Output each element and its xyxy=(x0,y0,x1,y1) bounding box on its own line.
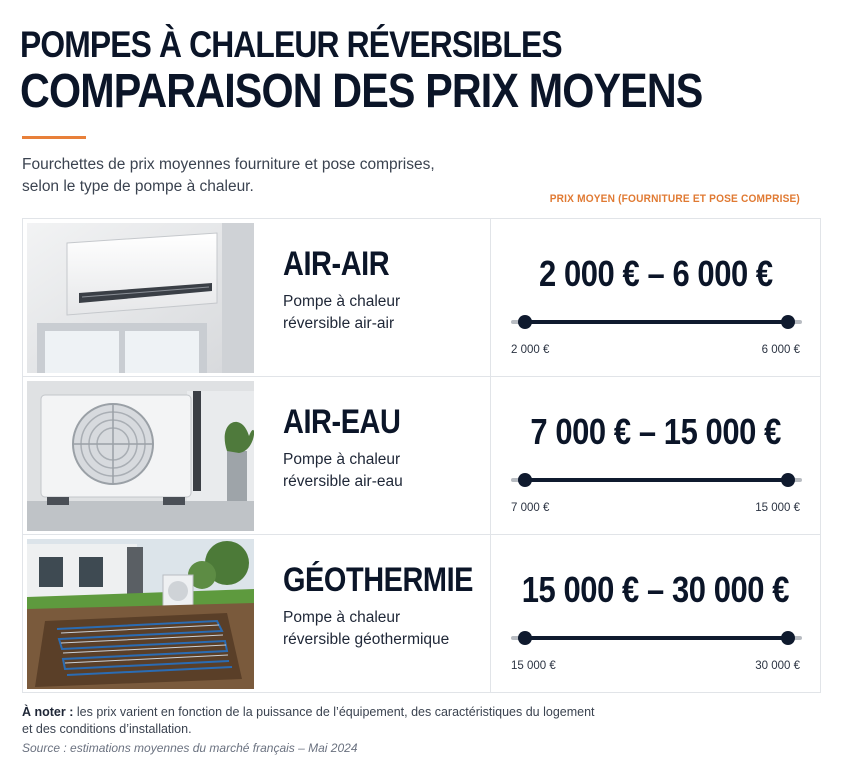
price-range-fill xyxy=(525,478,788,482)
price-range-track xyxy=(511,478,802,482)
price-range-text: 7 000 € – 15 000 € xyxy=(530,411,781,452)
max-price-marker xyxy=(781,631,795,645)
price-range xyxy=(491,253,820,295)
price-range-fill xyxy=(525,636,788,640)
price-cell-air-eau xyxy=(491,377,820,534)
type-description-line1: Pompe à chaleur xyxy=(283,293,401,310)
geothermal-ground-loop-photo xyxy=(27,539,254,689)
wall-mounted-air-conditioner-photo xyxy=(27,223,254,373)
max-price-label: 6 000 € xyxy=(761,344,800,356)
type-cell-air-eau xyxy=(255,377,491,534)
type-cell-geothermie xyxy=(255,535,491,693)
price-range-track xyxy=(511,636,802,640)
min-price-marker xyxy=(518,631,532,645)
price-column-header: PRIX MOYEN (FOURNITURE ET POSE COMPRISE) xyxy=(549,193,800,205)
source-citation: Source : estimations moyennes du marché français – Mai 2024 xyxy=(22,741,358,755)
type-name: AIR-EAU xyxy=(283,403,401,441)
type-name: AIR-AIR xyxy=(283,245,390,283)
footnote-text-line1: les prix varient en fonction de la puissance de l’équipement, des caractéristiques du logement xyxy=(73,705,595,719)
min-price-label: 7 000 € xyxy=(511,502,550,514)
table-row-geothermie xyxy=(23,535,820,693)
page-subtitle xyxy=(22,154,542,198)
table-row-air-eau xyxy=(23,377,820,535)
accent-divider xyxy=(22,136,86,139)
type-description-line2: réversible géothermique xyxy=(283,631,450,648)
subtitle-line1: Fourchettes de prix moyennes fourniture et pose comprises, xyxy=(22,156,435,173)
price-range xyxy=(491,569,820,611)
type-name: GÉOTHERMIE xyxy=(283,561,474,599)
min-price-label: 15 000 € xyxy=(511,660,556,672)
comparison-table xyxy=(22,218,821,693)
price-range xyxy=(491,411,820,453)
footnote xyxy=(22,704,622,738)
type-description xyxy=(283,449,483,493)
max-price-label: 15 000 € xyxy=(755,502,800,514)
footnote-label: À noter : xyxy=(22,705,74,719)
price-cell-geothermie xyxy=(491,535,820,693)
min-price-marker xyxy=(518,315,532,329)
max-price-marker xyxy=(781,315,795,329)
max-price-label: 30 000 € xyxy=(755,660,800,672)
subtitle-line2: selon le type de pompe à chaleur. xyxy=(22,178,254,195)
price-range-text: 2 000 € – 6 000 € xyxy=(538,253,773,294)
type-description-line2: réversible air-air xyxy=(283,315,395,332)
type-description xyxy=(283,607,483,651)
min-price-marker xyxy=(518,473,532,487)
page-title-line1: POMPES À CHALEUR RÉVERSIBLES xyxy=(20,24,562,65)
outdoor-heat-pump-unit-photo xyxy=(27,381,254,531)
table-row-air-air xyxy=(23,219,820,377)
max-price-marker xyxy=(781,473,795,487)
price-range-track xyxy=(511,320,802,324)
price-cell-air-air xyxy=(491,219,820,376)
type-description-line1: Pompe à chaleur xyxy=(283,451,401,468)
type-description-line1: Pompe à chaleur xyxy=(283,609,401,626)
type-description-line2: réversible air-eau xyxy=(283,473,403,490)
type-description xyxy=(283,291,483,335)
min-price-label: 2 000 € xyxy=(511,344,550,356)
type-cell-air-air xyxy=(255,219,491,376)
footnote-text-line2: et des conditions d’installation. xyxy=(22,722,192,736)
price-range-fill xyxy=(525,320,788,324)
page-title-line2: COMPARAISON DES PRIX MOYENS xyxy=(20,65,703,118)
price-range-text: 15 000 € – 30 000 € xyxy=(521,569,790,610)
